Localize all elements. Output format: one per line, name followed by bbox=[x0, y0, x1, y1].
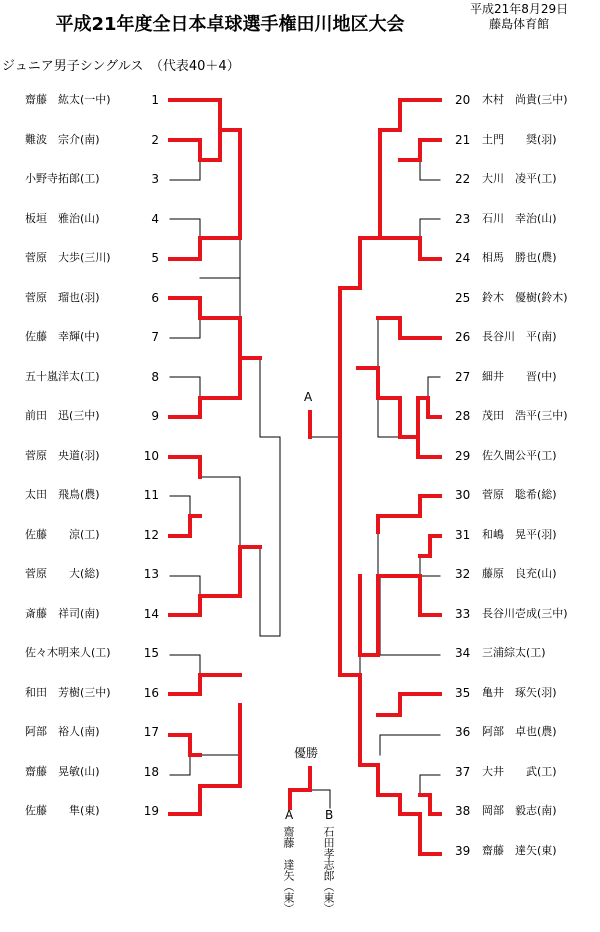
left-player-name: 佐藤 幸輝(中) bbox=[25, 330, 100, 343]
right-player-name: 和嶋 晃平(羽) bbox=[482, 527, 557, 541]
left-player-seed: 1 bbox=[151, 93, 159, 107]
left-player-seed: 13 bbox=[143, 567, 159, 581]
right-player-seed: 38 bbox=[455, 804, 471, 818]
left-player-name: 佐藤 涼(工) bbox=[25, 527, 100, 541]
right-player-seed: 35 bbox=[455, 685, 471, 700]
left-player-seed: 4 bbox=[151, 211, 159, 226]
left-player-name: 板垣 雅治(山) bbox=[25, 211, 100, 225]
left-player-seed: 19 bbox=[143, 804, 159, 818]
left-player-name: 佐藤 隼(東) bbox=[25, 804, 100, 817]
left-player-name: 前田 迅(三中) bbox=[25, 409, 100, 422]
right-player-name: 岡部 毅志(南) bbox=[482, 804, 557, 817]
left-player-seed: 17 bbox=[143, 725, 159, 739]
right-player-seed: 26 bbox=[455, 330, 471, 344]
left-player-name: 斎藤 祥司(南) bbox=[25, 606, 100, 620]
champion-name-b: 石田孝志郎（東） bbox=[322, 826, 335, 914]
champion-name-a: 齋藤 達矢（東） bbox=[282, 826, 295, 914]
page-title: 平成21年度全日本卓球選手権田川地区大会 bbox=[55, 14, 405, 35]
right-player-name: 大井 武(工) bbox=[482, 764, 557, 778]
left-player-seed: 14 bbox=[143, 606, 159, 621]
left-player-name: 小野寺拓郎(工) bbox=[25, 172, 100, 185]
left-player-name: 五十嵐洋太(工) bbox=[25, 369, 100, 383]
right-player-name: 菅原 聡希(総) bbox=[482, 488, 557, 501]
left-player-name: 太田 飛鳥(農) bbox=[25, 488, 100, 501]
right-player-seed: 29 bbox=[455, 448, 471, 463]
right-player-seed: 28 bbox=[455, 409, 471, 423]
left-player-name: 菅原 央道(羽) bbox=[25, 448, 100, 462]
right-player-seed: 23 bbox=[455, 211, 471, 226]
right-player-name: 石川 幸治(山) bbox=[482, 211, 557, 225]
left-player-seed: 8 bbox=[151, 369, 159, 384]
right-player-seed: 36 bbox=[455, 725, 471, 739]
right-player-name: 細井 晋(中) bbox=[482, 369, 557, 383]
right-player-name: 木村 尚貴(三中) bbox=[482, 93, 568, 106]
right-player-seed: 25 bbox=[455, 290, 471, 305]
right-player-name: 土門 奨(羽) bbox=[482, 132, 557, 146]
left-player-seed: 2 bbox=[151, 132, 159, 147]
right-player-name: 長谷川 平(南) bbox=[482, 330, 557, 343]
right-player-name: 亀井 琢矢(羽) bbox=[482, 685, 557, 699]
right-player-seed: 33 bbox=[455, 606, 471, 621]
right-player-name: 佐久間公平(工) bbox=[482, 448, 557, 462]
left-player-seed: 16 bbox=[143, 685, 159, 700]
left-player-seed: 12 bbox=[143, 527, 159, 542]
right-player-name: 三浦綜太(工) bbox=[482, 646, 546, 659]
right-player-seed: 37 bbox=[455, 764, 471, 779]
left-player-name: 難波 宗介(南) bbox=[25, 132, 100, 146]
right-player-seed: 39 bbox=[455, 843, 471, 858]
right-player-seed: 21 bbox=[455, 132, 471, 147]
right-player-seed: 34 bbox=[455, 646, 471, 660]
left-player-name: 菅原 瑠也(羽) bbox=[25, 290, 100, 304]
champion-label: 優勝 bbox=[294, 746, 319, 760]
left-player-seed: 18 bbox=[143, 764, 159, 779]
left-player-seed: 3 bbox=[151, 172, 159, 186]
right-player-seed: 20 bbox=[455, 93, 471, 107]
right-player-seed: 31 bbox=[455, 527, 471, 542]
right-player-seed: 22 bbox=[455, 172, 471, 186]
right-player-name: 藤原 良充(山) bbox=[482, 567, 557, 580]
left-player-name: 阿部 裕人(南) bbox=[25, 725, 100, 738]
left-player-seed: 11 bbox=[143, 488, 159, 502]
center-match-label: A bbox=[304, 390, 313, 404]
right-player-name: 大川 凌平(工) bbox=[482, 172, 557, 185]
champion-tag-b: B bbox=[325, 808, 334, 822]
left-player-name: 齋藤 晃敏(山) bbox=[25, 764, 100, 778]
left-player-name: 菅原 大歩(三川) bbox=[25, 251, 111, 264]
event-name: ジュニア男子シングルス （代表40＋4） bbox=[2, 59, 240, 74]
right-player-seed: 24 bbox=[455, 251, 471, 265]
right-player-name: 齋藤 達矢(東) bbox=[482, 843, 557, 857]
right-player-name: 相馬 勝也(農) bbox=[482, 251, 557, 264]
champion-tag-a: A bbox=[285, 808, 294, 822]
right-player-name: 長谷川壱成(三中) bbox=[482, 606, 568, 620]
left-player-seed: 10 bbox=[143, 448, 159, 463]
left-player-seed: 6 bbox=[151, 290, 159, 305]
right-player-seed: 27 bbox=[455, 369, 471, 384]
left-player-seed: 7 bbox=[151, 330, 159, 344]
right-player-name: 鈴木 優樹(鈴木) bbox=[482, 290, 568, 304]
left-player-name: 菅原 大(総) bbox=[25, 567, 100, 580]
left-player-seed: 9 bbox=[151, 409, 159, 423]
event-venue: 藤島体育館 bbox=[489, 17, 550, 31]
left-player-seed: 5 bbox=[151, 251, 159, 265]
left-player-seed: 15 bbox=[143, 646, 159, 660]
left-player-name: 佐々木明来人(工) bbox=[25, 646, 111, 659]
right-player-name: 茂田 浩平(三中) bbox=[482, 409, 568, 422]
right-player-seed: 30 bbox=[455, 488, 471, 502]
left-player-name: 齋藤 紘太(一中) bbox=[25, 93, 111, 106]
left-player-name: 和田 芳樹(三中) bbox=[25, 685, 111, 699]
right-player-seed: 32 bbox=[455, 567, 471, 581]
event-date: 平成21年8月29日 bbox=[470, 2, 569, 16]
right-player-name: 阿部 卓也(農) bbox=[482, 725, 557, 738]
